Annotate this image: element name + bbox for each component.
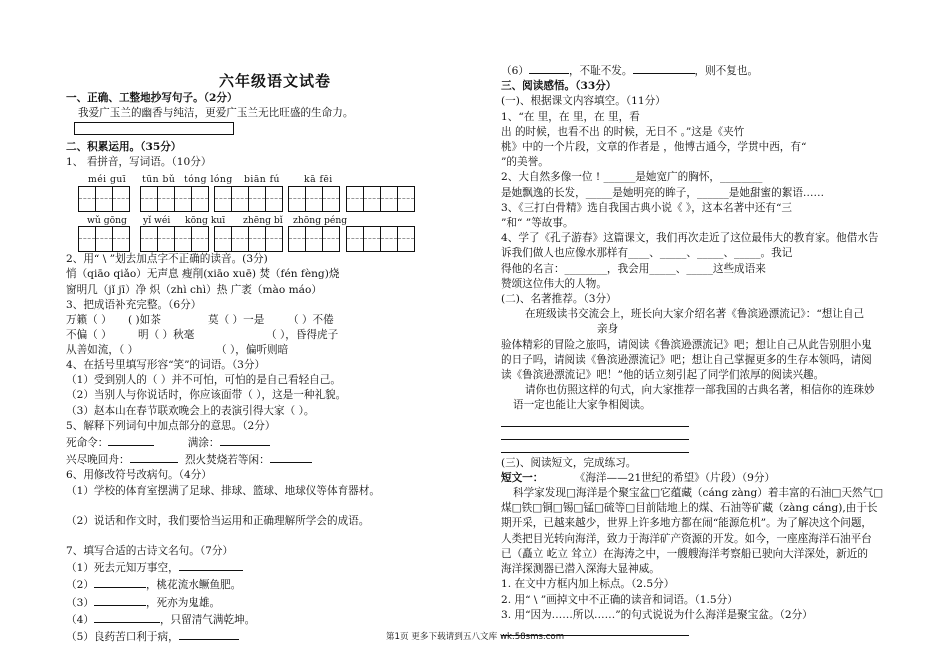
q5-term: 满涂： bbox=[187, 437, 220, 450]
q1-prompt: 1、 看拼音，写词语。（10分） bbox=[66, 156, 212, 169]
pinyin-word: yǐ wéi bbox=[142, 213, 171, 228]
writing-grid[interactable] bbox=[346, 226, 415, 252]
left-column bbox=[66, 60, 484, 645]
answer-blank[interactable] bbox=[270, 451, 312, 463]
q3-prompt: 3、把成语补充完整。（6分） bbox=[66, 298, 202, 311]
q3-row-3 bbox=[66, 343, 484, 358]
pinyin-word: biān fú bbox=[244, 174, 280, 186]
idiom-blank[interactable]: 莫（ ）一是 bbox=[208, 314, 265, 327]
pinyin-row-1 bbox=[66, 172, 484, 186]
q5-term: 烈火焚烧若等闲： bbox=[184, 454, 270, 467]
answer-line[interactable] bbox=[501, 440, 689, 453]
short-text-line-3: 期开采，已越来越少，世界上许多地方都在闹“能源危机”。为了解决这个问题， bbox=[501, 517, 873, 530]
answer-blank[interactable] bbox=[108, 434, 154, 446]
part-1-heading: (一)、根据课文内容填空。（11分） bbox=[501, 95, 666, 108]
q6-prompt: 6、用修改符号改病句。（4分） bbox=[66, 469, 212, 482]
tianzige-row bbox=[66, 226, 484, 252]
answer-blank[interactable] bbox=[94, 594, 146, 606]
q4-line-3: （3）赵本山在春节联欢晚会上的表演引得大家（ ）。 bbox=[66, 404, 315, 417]
q7-text: （1）死去元知万事空， bbox=[66, 562, 179, 575]
q7-text: ，桃花流水鳜鱼肥。 bbox=[145, 579, 242, 592]
q7-text: （4） bbox=[66, 613, 94, 626]
reading-q1-line-2: 出 的时候，也看不出 的时候，无日不 。”这是《夹竹 bbox=[501, 125, 745, 138]
answer-blank[interactable] bbox=[130, 451, 178, 463]
right-column bbox=[501, 62, 907, 636]
short-text-label: 短文一： bbox=[501, 471, 544, 484]
pinyin-word: zhōng péng bbox=[292, 213, 348, 228]
q6-line-1: （1）学校的体育室摆满了足球、排球、篮球、地球仪等体育器材。 bbox=[66, 484, 380, 497]
pinyin-word: wǔ gōng bbox=[86, 213, 128, 228]
reading-q3-line-2: ”和“ ”等故事。 bbox=[501, 217, 574, 230]
idiom-blank[interactable]: 不偏（ ） bbox=[66, 329, 112, 342]
answer-line[interactable] bbox=[501, 427, 689, 440]
pinyin-word: tūn bǔ bbox=[142, 174, 176, 186]
reading-q1-line-4: ”的美誉。 bbox=[501, 156, 549, 169]
idiom-blank[interactable]: ( )如茶 bbox=[128, 314, 161, 327]
q7-line-3 bbox=[66, 594, 484, 611]
writing-grid[interactable] bbox=[140, 226, 209, 252]
q7-text: （6） bbox=[501, 65, 529, 77]
writing-grid[interactable] bbox=[288, 186, 340, 212]
q3-row-1 bbox=[66, 313, 484, 328]
section-2-heading: 二、积累运用。（35分） bbox=[66, 140, 182, 153]
short-text-line-4: 人类把目光转向海洋，致力于海洋矿产资源的开发。如今，一座座海洋石油平台 bbox=[501, 532, 872, 545]
short-text-line-5: 已（矗立 屹立 耸立）在海涛之中，一艘艘海洋考察船已驶向大洋深处，新近的 bbox=[501, 547, 868, 560]
writing-grid[interactable] bbox=[288, 226, 340, 252]
q7-line-6 bbox=[501, 62, 907, 79]
part-2-heading: (二)、名著推荐。（3分） bbox=[501, 293, 617, 306]
short-text-title: 《海洋——21世纪的希望》（片段）（9分） bbox=[574, 471, 776, 484]
copy-sentence: 我爱广玉兰的幽香与纯洁，更爱广玉兰无比旺盛的生命力。 bbox=[78, 107, 354, 120]
q5-term: 死命令： bbox=[66, 437, 109, 450]
pinyin-word: tóng lóng bbox=[184, 174, 233, 186]
short-text-line-6: 海洋探测器已潜入深海大显神威。 bbox=[501, 563, 660, 576]
answer-blank[interactable] bbox=[179, 559, 243, 571]
section-3-heading: 三、阅读感悟。（33分） bbox=[501, 80, 617, 93]
idiom-blank[interactable]: 明（ ）秋毫 bbox=[138, 329, 195, 342]
q7-text: ，死亦为鬼雄。 bbox=[145, 596, 221, 609]
q2-line-2: 窗明几（jǐ jī）净 炽（zhì chì）热 广袤（mào máo） bbox=[66, 283, 322, 296]
writing-grid[interactable] bbox=[78, 226, 130, 252]
q4-line-1: （1）受到别人的（ ）并不可怕，可怕的是自己看轻自己。 bbox=[66, 374, 341, 387]
reading-q4-line-4: 赞颂这位伟大的人物。 bbox=[501, 277, 607, 290]
short-question-3: 3. 用“因为……所以……”的句式说说为什么海洋是聚宝盆。（2分） bbox=[501, 608, 813, 621]
pinyin-word: kā fēi bbox=[304, 174, 333, 186]
answer-blank[interactable] bbox=[94, 576, 146, 588]
recommend-text-5: 读《鲁滨逊漂流记》吧！”他的话立刻引起了同学们浓厚的阅读兴趣。 bbox=[501, 369, 825, 382]
q7-text: ，则不复也。 bbox=[694, 65, 759, 77]
q7-prompt: 7、填写合适的古诗文名句。（7分） bbox=[66, 545, 234, 558]
reading-q3-line-1: 3、《三打白骨精》选自我国古典小说《 》，这本名著中还有“三 bbox=[501, 201, 792, 214]
q2-line-1: 悄（qiāo qiǎo）无声息 瘦削(xiāo xuē) 焚（fén fèng)烧 bbox=[66, 268, 340, 281]
short-question-1: 1. 在文中方框内加上标点。（2.5分） bbox=[501, 578, 675, 591]
idiom-blank[interactable]: （ ），昏得虎子 bbox=[266, 329, 339, 342]
reading-q4-line-1: 4、学了《孔子游春》这篇课文，我们再次走近了这位最伟大的教育家。他借水告 bbox=[501, 232, 879, 245]
short-question-2: 2. 用“ \ ”画掉文中不正确的读音和词语。（1.5分） bbox=[501, 593, 738, 606]
q5-row-1 bbox=[66, 434, 484, 451]
idiom-blank[interactable]: （ ），偏听则暗 bbox=[216, 344, 289, 357]
writing-grid[interactable] bbox=[346, 186, 415, 212]
pinyin-word: zhēng bǐ bbox=[242, 213, 284, 228]
writing-grid[interactable] bbox=[78, 186, 130, 212]
q5-term: 兴尽晚回舟： bbox=[66, 454, 130, 467]
part-3-heading: (三)、阅读短文，完成练习。 bbox=[501, 456, 637, 469]
q3-row-2 bbox=[66, 328, 484, 343]
page-footer: 第1页 更多下载请到五八文库 wk.58sms.com bbox=[385, 632, 565, 642]
idiom-blank[interactable]: （ ）不倦 bbox=[288, 314, 334, 327]
recommend-text-3: 验体精彩的冒险之旅吗，请阅读《鲁滨逊漂流记》吧；想让自己从此告别胆小鬼 bbox=[501, 338, 872, 351]
q7-text: ，不耻不发。 bbox=[568, 65, 633, 77]
answer-blank[interactable] bbox=[220, 434, 270, 446]
short-text-header bbox=[501, 471, 907, 486]
answer-blank[interactable] bbox=[529, 62, 569, 74]
recommend-text-6: 请你也仿照这样的句式，向大家推荐一部我国的古典名著，相信你的连珠妙 bbox=[525, 384, 875, 397]
recommend-text-7: 语一定也能让大家争相阅读。 bbox=[513, 399, 651, 412]
q7-line-2 bbox=[66, 576, 484, 593]
q6-line-2: （2）说话和作文时，我们要恰当运用和正确理解所学会的成语。 bbox=[66, 514, 370, 527]
reading-q2-line-1: 2、大自然多像一位 ! ______是她宽广的胸怀，________ bbox=[501, 171, 763, 184]
reading-q2-line-2: 是她飘逸的长发，_____是她明亮的眸子，______是她甜蜜的絮语…… bbox=[501, 186, 825, 199]
reading-q1-line-3: 桃》中的一个片段，文章的作者是 ，他博古通今，学贯中西，有“ bbox=[501, 141, 807, 154]
q7-text: ，只留清气满乾坤。 bbox=[159, 613, 256, 626]
q5-row-2 bbox=[66, 451, 484, 468]
recommend-text-1: 在班级读书交流会上，班长向大家介绍名著《鲁滨逊漂流记》：“想让自己 bbox=[525, 308, 865, 321]
idiom-blank[interactable]: 万籁（ ） bbox=[66, 314, 112, 327]
short-text-line-1: 科学家发现□海洋是个聚宝盆□它蕴藏（cáng zàng）着丰富的石油□天然气□ bbox=[513, 487, 884, 500]
reading-q1-line-1: 1、“在 里，在 里，在 里，看 bbox=[501, 110, 640, 123]
tianzige-row bbox=[66, 186, 484, 226]
answer-blank[interactable] bbox=[633, 62, 695, 74]
answer-line[interactable] bbox=[501, 414, 689, 427]
recommend-text-4: 的日子吗，请阅读《鲁滨逊漂流记》吧；想让自己掌握更多的生存本领吗，请阅 bbox=[501, 353, 872, 366]
page-title: 六年级语文试卷 bbox=[218, 72, 331, 90]
q7-text: （5）良药苦口利于病， bbox=[66, 631, 179, 644]
q7-text: （2） bbox=[66, 579, 94, 592]
q2-prompt: 2、用“ \ ”划去加点字不正确的读音。(3分) bbox=[66, 253, 268, 266]
q7-line-1 bbox=[66, 559, 484, 576]
q7-text: （3） bbox=[66, 596, 94, 609]
writing-grid[interactable] bbox=[140, 186, 209, 212]
section-1-heading: 一、正确、工整地抄写句子。（2分） bbox=[66, 92, 238, 105]
recommend-text-2: 亲身 bbox=[597, 323, 619, 336]
pinyin-word: kōng kuī bbox=[184, 213, 226, 228]
pinyin-word: méi guī bbox=[88, 174, 127, 186]
answer-blank[interactable] bbox=[94, 611, 160, 623]
reading-q4-line-3: 得他的名言：________，我会用_____、_____这些成语来 bbox=[501, 262, 766, 275]
q5-prompt: 5、解释下列词句中加点部分的意思。（2分） bbox=[66, 419, 276, 432]
q4-line-2: （2）当别人与你说话时，你应该面带（ ），这是一种礼貌。 bbox=[66, 389, 347, 402]
idiom-blank[interactable]: 从善如流，（ ） bbox=[66, 344, 139, 357]
writing-grid[interactable] bbox=[214, 226, 283, 252]
writing-grid[interactable] bbox=[214, 186, 283, 212]
reading-q4-line-2: 诉我们做人也应像水那样有____、_____、_____、_____。我记 bbox=[501, 247, 793, 260]
short-text-line-2: 煤□铁□铜□锡□锰□硫等□目前陆地上的煤、石油等矿藏（zàng cáng),由于长 bbox=[501, 502, 878, 515]
q7-line-4 bbox=[66, 611, 484, 628]
q4-prompt: 4、在括号里填写形容“笑”的词语。（3分） bbox=[66, 359, 266, 372]
copy-answer-box[interactable] bbox=[74, 122, 234, 135]
